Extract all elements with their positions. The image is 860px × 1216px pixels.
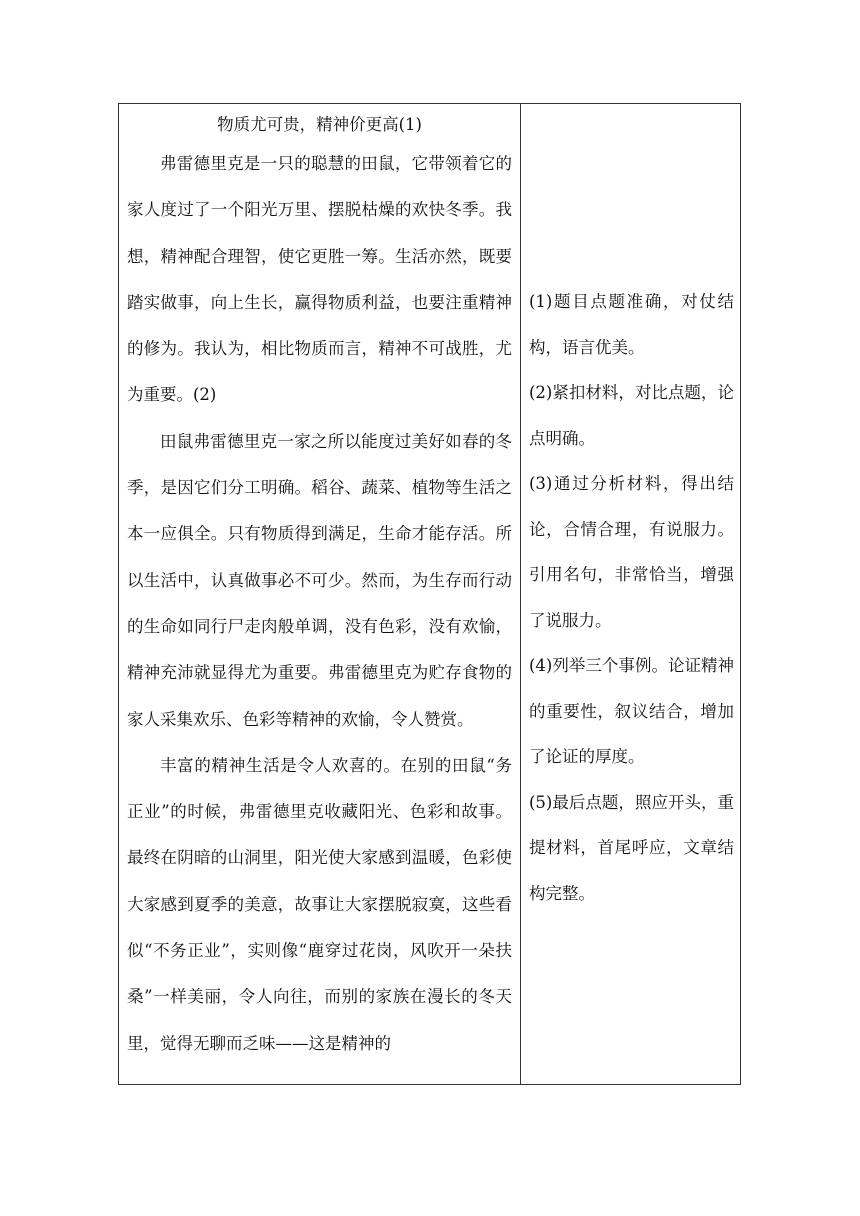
comment-1: (1)题目点题准确，对仗结构，语言优美。	[529, 292, 734, 357]
essay-title: 物质尤可贵，精神价更高(1)	[217, 115, 422, 134]
essay-paragraph-1: 弗雷德里克是一只的聪慧的田鼠，它带领着它的家人度过了一个阳光万里、摆脱枯燥的欢快冬季。我想，精神配合理智，使它更胜一筹。生活亦然，既要踏实做事，向上生长，赢得物质利益，也要注重精神的修为。我认为，相比物质而言，精神不可战胜，尤为重要。(2)	[127, 154, 512, 405]
essay-comment-table	[118, 103, 741, 1085]
comment-4: (4)列举三个事例。论证精神的重要性，叙议结合，增加了论证的厚度。	[529, 656, 734, 766]
essay-column	[119, 104, 521, 1084]
comment-3: (3)通过分析材料，得出结论，合情合理，有说服力。引用名句，非常恰当，增强了说服力。	[529, 474, 734, 630]
comment-2: (2)紧扣材料，对比点题，论点明确。	[529, 383, 734, 448]
comment-5: (5)最后点题，照应开头，重提材料，首尾呼应，文章结构完整。	[529, 792, 734, 903]
essay-paragraph-2: 田鼠弗雷德里克一家之所以能度过美好如春的冬季，是因它们分工明确。稻谷、蔬菜、植物等生活之本一应俱全。只有物质得到满足，生命才能存活。所以生活中，认真做事必不可少。然而，为生存而行动的生命如同行尸走肉般单调，没有色彩，没有欢愉，精神充沛就显得尤为重要。弗雷德里克为贮存食物的家人采集欢乐、色彩等精神的欢愉，令人赞赏。	[127, 431, 512, 729]
essay-paragraph-3: 丰富的精神生活是令人欢喜的。在别的田鼠“务正业”的时候，弗雷德里克收藏阳光、色彩和故事。最终在阴暗的山洞里，阳光使大家感到温暖，色彩使大家感到夏季的美意，故事让大家摆脱寂寞，这些看似“不务正业”，实则像“鹿穿过花岗，风吹开一朵扶桑”一样美丽，令人向往，而别的家族在漫长的冬天里，觉得无聊而乏味——这是精神的	[127, 755, 512, 1053]
comment-column	[521, 104, 740, 1084]
